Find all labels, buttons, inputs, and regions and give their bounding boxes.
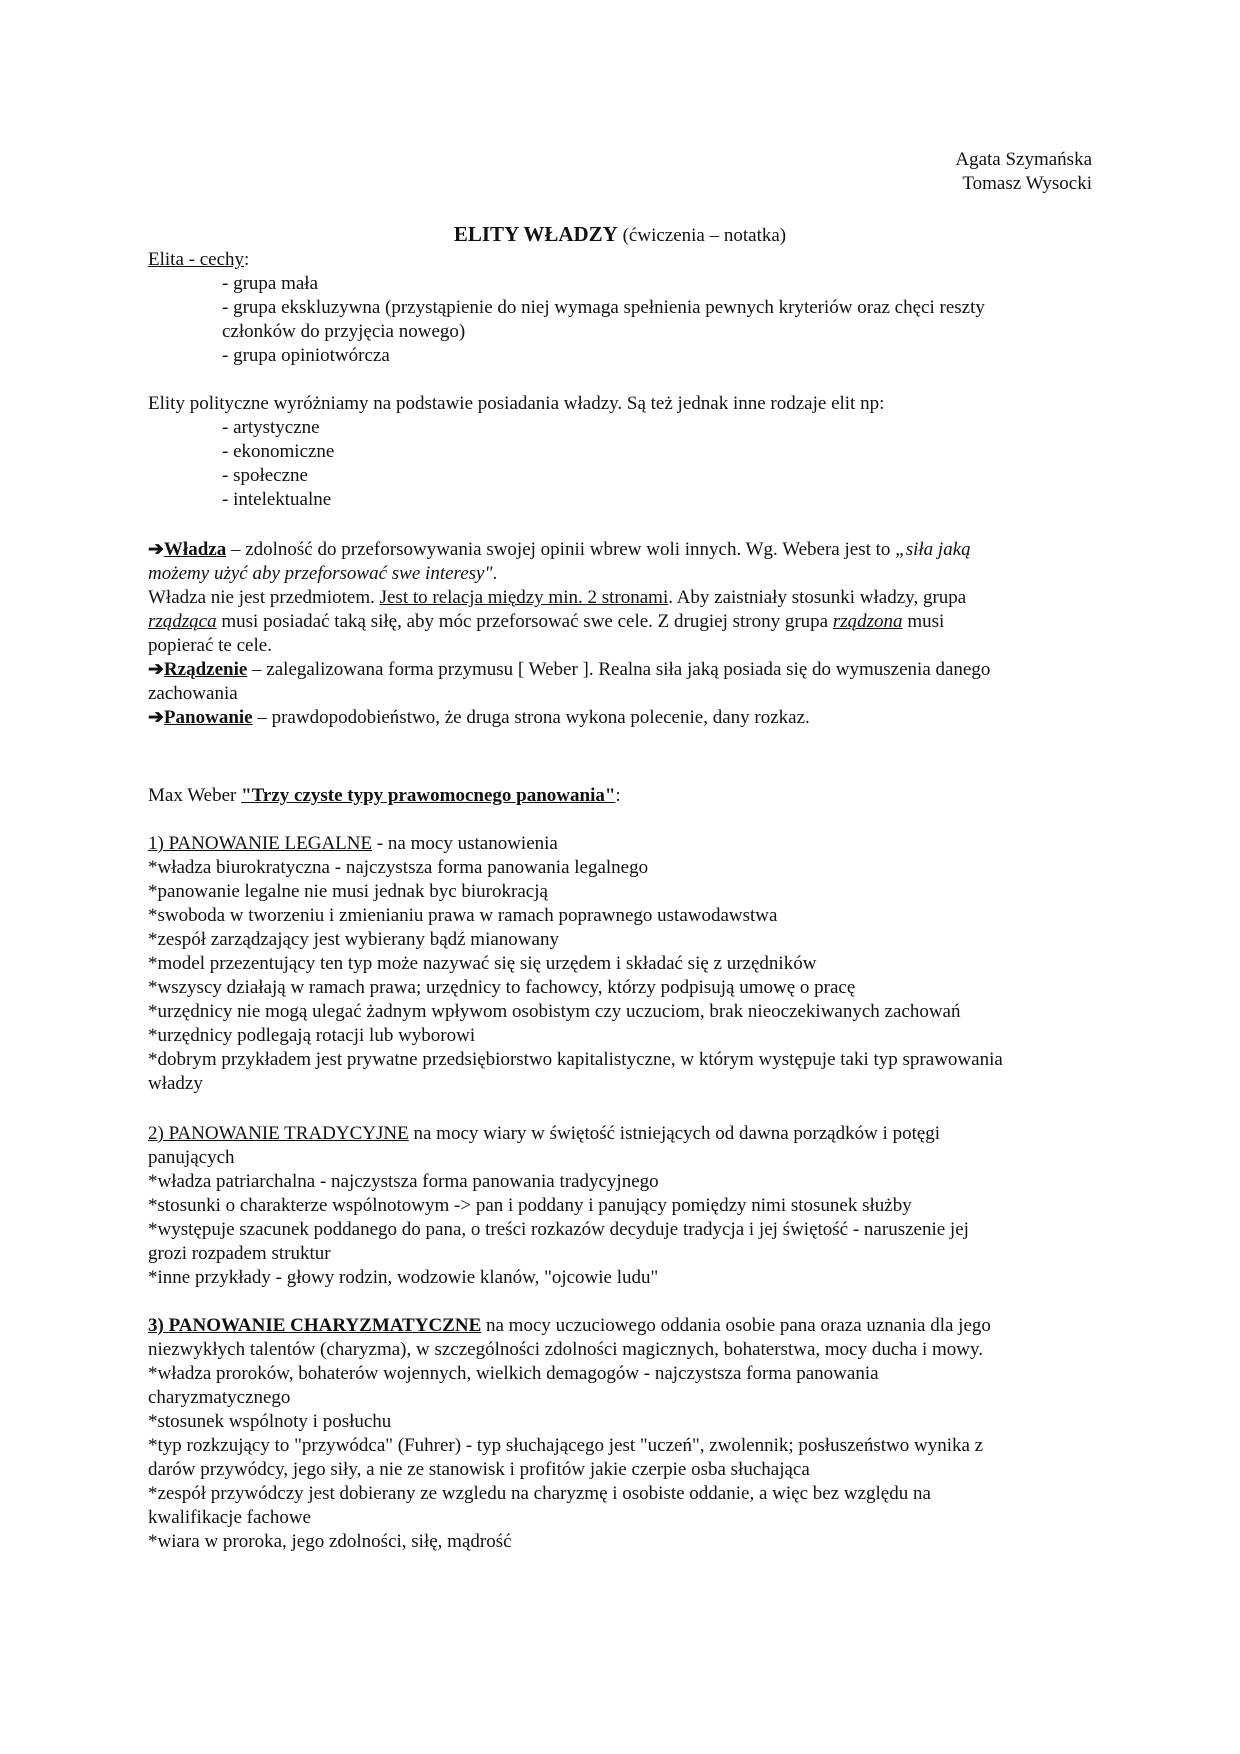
panowanie-term: Panowanie (163, 707, 253, 728)
list-item: członków do przyjęcia nowego) (222, 321, 466, 342)
typ1-heading: 1) PANOWANIE LEGALNE (148, 833, 373, 854)
title-main: ELITY WŁADZY (453, 222, 618, 246)
wladza-quote-line (148, 562, 1098, 586)
weber-title: "Trzy czyste typy prawomocnego panowania" (241, 785, 616, 806)
list-item: - grupa ekskluzywna (przystąpienie do niej wymaga spełnienia pewnych kryteriów oraz chęci reszty (222, 297, 985, 318)
list-item: - grupa mała (222, 273, 319, 294)
list-item: *panowanie legalne nie musi jednak byc biurokracją (148, 881, 548, 902)
typ1-heading-rest: - na mocy ustanowienia (372, 833, 558, 854)
typ2-section (148, 1122, 1098, 1290)
weber-line (148, 784, 1098, 808)
rzadzenie-term: Rządzenie (163, 659, 248, 680)
list-item: - artystyczne (222, 417, 320, 438)
arrow-icon: ➔ (148, 659, 164, 680)
list-item: *wiara w proroka, jego zdolności, siłę, mądrość (148, 1531, 512, 1552)
authors (955, 148, 1092, 196)
wladza2-t3: musi posiadać taką siłę, aby móc przeforsować swe cele. Z drugiej strony grupa (216, 611, 833, 632)
list-item: *władza patriarchalna - najczystsza forma panowania tradycyjnego (148, 1171, 659, 1192)
rzadzaca-term: rządząca (148, 611, 217, 632)
wladza2-t4: musi (902, 611, 945, 632)
list-item: *władza biurokratyczna - najczystsza forma panowania legalnego (148, 857, 649, 878)
rzadzona-term: rządzona (832, 611, 903, 632)
typ3-heading-line (148, 1314, 1098, 1338)
weber-section (148, 784, 1098, 808)
wladza-term: Władza (163, 539, 227, 560)
list-item: *wszyscy działają w ramach prawa; urzędnicy to fachowcy, którzy podpisują umowę o pracę (148, 977, 856, 998)
list-item: - ekonomiczne (222, 441, 335, 462)
list-item: niezwykłych talentów (charyzma), w szczególności zdolności magicznych, bohaterstwa, mocy ducha i mowy. (148, 1339, 984, 1360)
typ3-section (148, 1314, 1098, 1554)
rzadzenie-text-2: zachowania (148, 683, 238, 704)
author-2: Tomasz Wysocki (962, 173, 1092, 194)
list-item: *zespół przywódczy jest dobierany ze wzgledu na charyzmę i osobiste oddanie, a więc bez względu na (148, 1483, 931, 1504)
list-item: *dobrym przykładem jest prywatne przedsiębiorstwo kapitalistyczne, w którym występuje taki typ sprawowania (148, 1049, 1003, 1070)
list-item: *stosunek wspólnoty i posłuchu (148, 1411, 392, 1432)
list-item: *typ rozkzujący to "przywódca" (Fuhrer) - typ słuchającego jest "uczeń", zwolennik; posłuszeństwo wynika z (148, 1435, 984, 1456)
list-item: panujących (148, 1147, 235, 1168)
elita-section (148, 248, 1098, 368)
typ2-heading-rest: na mocy wiary w świętość istniejących od dawna porządków i potęgi (408, 1123, 941, 1144)
panowanie-text: – prawdopodobieństwo, że druga strona wykona polecenie, dany rozkaz. (252, 707, 810, 728)
rzadzenie-definition (148, 658, 1098, 682)
list-item: - społeczne (222, 465, 308, 486)
definitions-section (148, 538, 1098, 730)
wladza-end: . (492, 563, 498, 584)
elita-heading-line (148, 248, 1098, 272)
list-item: *występuje szacunek poddanego do pana, o treści rozkazów decyduje tradycja i jej świętość - naruszenie jej (148, 1219, 969, 1240)
wladza-quote-1: „siła jaką (895, 539, 971, 560)
elity-intro: Elity polityczne wyróżniamy na podstawie posiadania władzy. Są też jednak inne rodzaje elit np: (148, 393, 885, 414)
wladza-definition (148, 538, 1098, 562)
wladza-text: – zdolność do przeforsowywania swojej opinii wbrew woli innych. Wg. Webera jest to (226, 539, 896, 560)
elita-colon: : (244, 249, 250, 270)
list-item: *władza proroków, bohaterów wojennych, wielkich demagogów - najczystsza forma panowania (148, 1363, 879, 1384)
typ2-heading: 2) PANOWANIE TRADYCYJNE (148, 1123, 409, 1144)
list-item: *stosunki o charakterze wspólnotowym -> pan i poddany i panujący pomiędzy nimi stosunek służby (148, 1195, 912, 1216)
arrow-icon: ➔ (148, 707, 164, 728)
title-sub: (ćwiczenia – notatka) (622, 225, 787, 246)
typ1-section (148, 832, 1098, 1096)
wladza-quote-2: możemy użyć aby przeforsować swe interesy" (148, 563, 493, 584)
elity-polityczne-section (148, 392, 1098, 512)
document-title (0, 222, 1240, 248)
author-1: Agata Szymańska (955, 149, 1092, 170)
weber-suffix: : (615, 785, 621, 806)
weber-prefix: Max Weber (148, 785, 242, 806)
wladza-rzadzaca-line (148, 610, 1098, 634)
wladza2-relacja: Jest to relacja między min. 2 stronami (379, 587, 669, 608)
list-item: *inne przykłady - głowy rodzin, wodzowie klanów, "ojcowie ludu" (148, 1267, 659, 1288)
list-item: *swoboda w tworzeniu i zmienianiu prawa w ramach poprawnego ustawodawstwa (148, 905, 778, 926)
list-item: władzy (148, 1073, 203, 1094)
list-item: darów przywódcy, jego siły, a nie ze stanowisk i profitów jakie czerpie osba słuchająca (148, 1459, 810, 1480)
list-item: *urzędnicy nie mogą ulegać żadnym wpływom osobistym czy uczuciom, brak nieoczekiwanych zachowań (148, 1001, 961, 1022)
wladza-cele-line: popierać te cele. (148, 635, 272, 656)
panowanie-definition (148, 706, 1098, 730)
typ3-heading-rest: na mocy uczuciowego oddania osobie pana oraza uznania dla jego (481, 1315, 991, 1336)
list-item: *urzędnicy podlegają rotacji lub wyborowi (148, 1025, 476, 1046)
rzadzenie-text: – zalegalizowana forma przymusu [ Weber ]. Realna siła jaką posiada się do wymuszenia danego (247, 659, 991, 680)
list-item: *model przezentujący ten typ może nazywać się się urzędem i składać się z urzędników (148, 953, 817, 974)
wladza2-t1: Władza nie jest przedmiotem. (148, 587, 380, 608)
list-item: - intelektualne (222, 489, 332, 510)
typ2-heading-line (148, 1122, 1098, 1146)
typ1-heading-line (148, 832, 1098, 856)
list-item: - grupa opiniotwórcza (222, 345, 390, 366)
wladza-relacja-line (148, 586, 1098, 610)
list-item: kwalifikacje fachowe (148, 1507, 311, 1528)
list-item: charyzmatycznego (148, 1387, 291, 1408)
list-item: *zespół zarządzający jest wybierany bądź mianowany (148, 929, 559, 950)
list-item: grozi rozpadem struktur (148, 1243, 331, 1264)
arrow-icon: ➔ (148, 539, 164, 560)
typ3-heading: 3) PANOWANIE CHARYZMATYCZNE (148, 1315, 482, 1336)
elita-heading: Elita - cechy (148, 249, 245, 270)
wladza2-t2: . Aby zaistniały stosunki władzy, grupa (668, 587, 967, 608)
